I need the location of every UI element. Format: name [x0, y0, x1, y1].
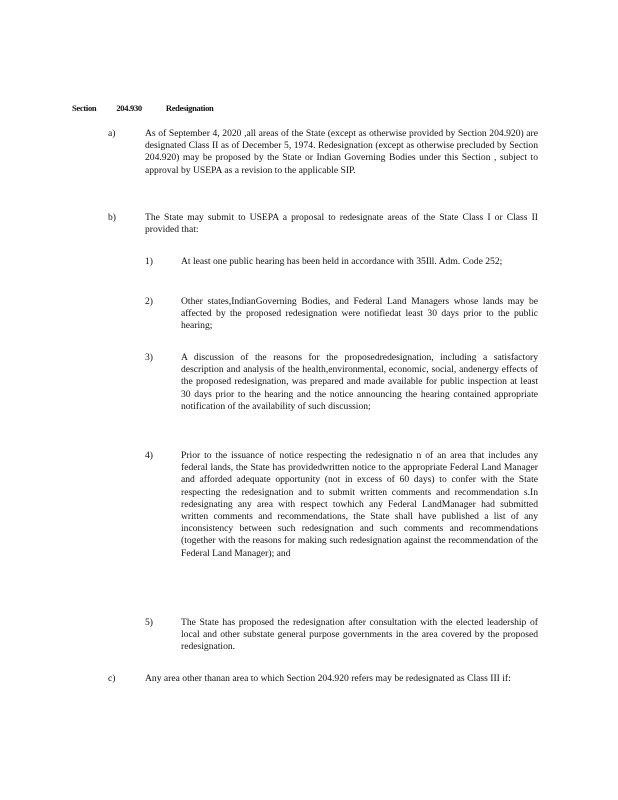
subitem-text-5: The State has proposed the redesignation after consultation with the elected leadership of local and other substate general purpose governments in the area covered by the proposed redesignation.	[181, 617, 538, 653]
section-label: Section	[72, 103, 97, 113]
paragraph-text-b: The State may submit to USEPA a proposal to redesignate areas of the State Class I or Class II provided that:	[145, 212, 538, 236]
subitem-text-1: At least one public hearing has been held in accordance with 35Ill. Adm. Code 252;	[181, 256, 503, 267]
section-title: Redesignation	[165, 103, 214, 113]
subitem-label-5: 5)	[145, 617, 153, 628]
subitem-text-2: Other states,IndianGoverning Bodies, and Federal Land Managers whose lands may be affected by the proposed redesignation were notifiedat least 30 days prior to the public hearing;	[181, 296, 538, 332]
paragraph-label-b: b)	[108, 212, 116, 223]
subitem-label-1: 1)	[145, 256, 153, 267]
paragraph-text-c: Any area other thanan area to which Section 204.920 refers may be redesignated as Class III if:	[145, 673, 511, 684]
paragraph-text-a: As of September 4, 2020 ,all areas of the State (except as otherwise provided by Section 204.920) are designated Class II as of December 5, 1974. Redesignation (except as otherwise precluded by Section 204.920) may be proposed by the State or Indian Governing Bodies under this Section , subject to approval by USEPA as a revision to the applicable SIP.	[145, 128, 538, 176]
subitem-text-3: A discussion of the reasons for the proposedredesignation, including a satisfactory description and analysis of the health,environmental, economic, social, andenergy effects of the proposed redesignation, was prepared and made available for public inspection at least 30 days prior to the hearing and the notice announcing the hearing contained appropriate notification of the availability of such discussion;	[181, 352, 538, 412]
section-number: 204.930	[116, 103, 142, 113]
paragraph-label-c: c)	[108, 673, 116, 684]
subitem-label-3: 3)	[145, 352, 153, 363]
subitem-label-4: 4)	[145, 450, 153, 461]
subitem-label-2: 2)	[145, 296, 153, 307]
subitem-text-4: Prior to the issuance of notice respecting the redesignatio n of an area that includes any federal lands, the State has providedwritten notice to the appropriate Federal Land Manager and afforded adequate opportunity (not in excess of 60 days) to confer with the State respecting the redesignation and to submit written comments and recommendation s.In redesignating any area with respect towhich any Federal LandManager had submitted written comments and recommendations, the State shall have published a list of any inconsistency between such redesignation and such comments and recommendations (together with the reasons for making such redesignation against the recommendation of the Federal Land Manager); and	[181, 450, 538, 559]
section-heading	[72, 103, 213, 113]
paragraph-label-a: a)	[108, 128, 116, 139]
